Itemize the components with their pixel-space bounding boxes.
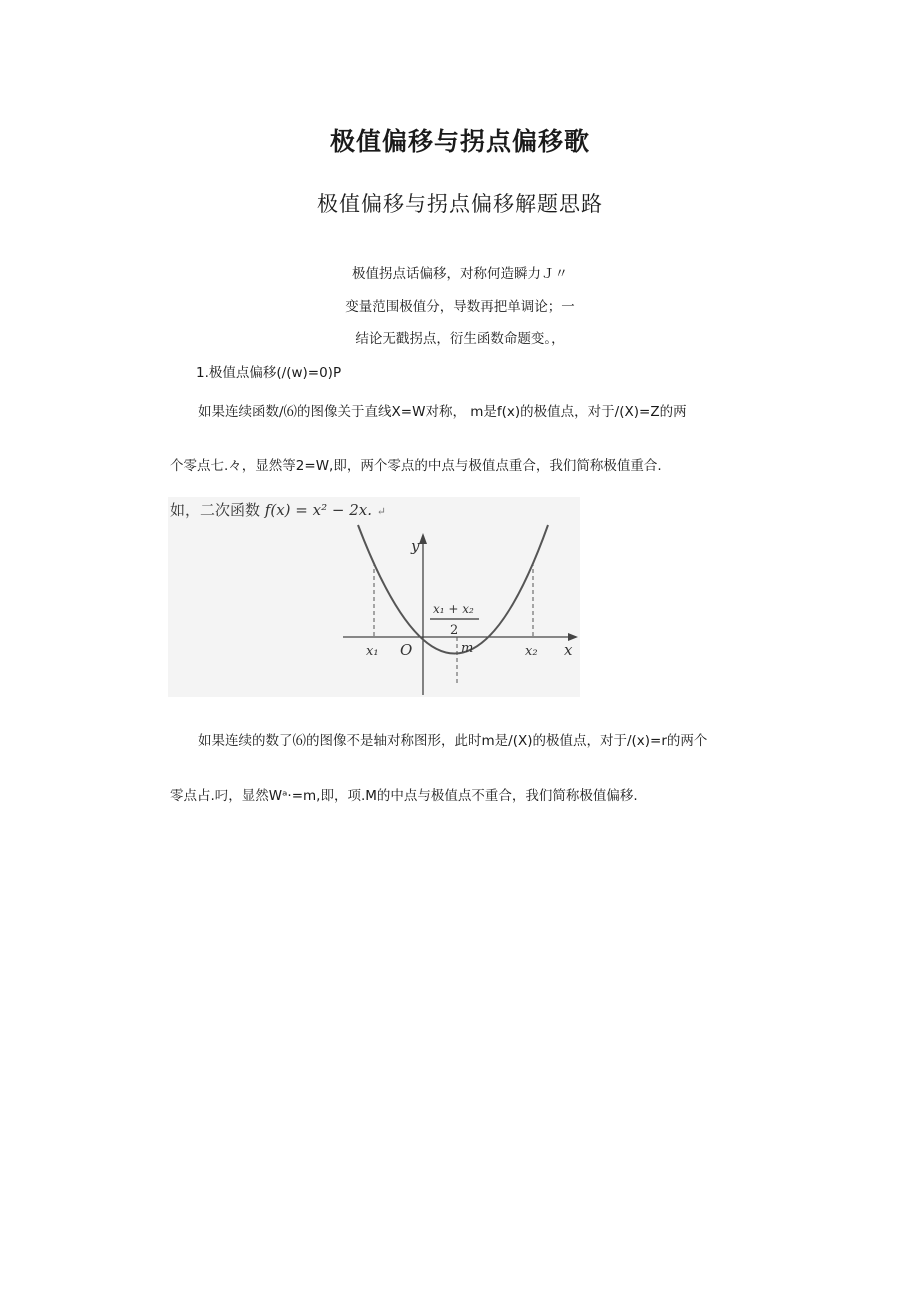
- figure-caption: [170, 499, 386, 520]
- midpoint-numerator: x₁ + x₂: [433, 602, 474, 616]
- figure-caption-prefix: 如，二次函数: [170, 501, 261, 519]
- paragraph-1-line-2: 个零点七.々，显然等2=W,即，两个零点的中点与极值点重合，我们简称极值重合.: [170, 458, 662, 474]
- parabola-graph: [168, 497, 580, 697]
- y-axis-label: y: [411, 537, 420, 555]
- midpoint-denominator: 2: [450, 623, 459, 638]
- document-subtitle: 极值偏移与拐点偏移解题思路: [317, 192, 603, 216]
- paragraph-1-line-1: 如果连续函数∕⑹的图像关于直线X=W对称， m是f(x)的极值点，对于/(X)=Z的两: [198, 404, 687, 420]
- x-axis-arrow-icon: [568, 633, 578, 641]
- figure-caption-formula: f(x) = x² − 2x.: [264, 501, 372, 519]
- m-label: m: [461, 641, 474, 656]
- document-title: 极值偏移与拐点偏移歌: [329, 127, 590, 156]
- poem-line-1: 极值拐点话偏移，对称何造瞬力Ｊ〃: [352, 266, 568, 282]
- origin-label: O: [400, 641, 413, 659]
- x1-label: x₁: [366, 644, 379, 659]
- poem-line-3: 结论无戳拐点，衍生函数命题变。，: [355, 331, 565, 347]
- y-axis-arrow-icon: [419, 533, 427, 544]
- x-axis-label: x: [564, 641, 573, 659]
- return-mark-icon: ↵: [376, 505, 386, 518]
- parabola-figure: [168, 497, 580, 697]
- paragraph-2-line-1: 如果连续的数了⑹的图像不是轴对称图形，此时m是/(X)的极值点，对于/(x)=r的两个: [198, 733, 708, 749]
- paragraph-2-line-2: 零点占.叼，显然Wᵃ·=m,即，项.M的中点与极值点不重合，我们简称极值偏移.: [170, 788, 638, 804]
- section-heading: 1.极值点偏移(∕(w)=0)P: [196, 365, 342, 381]
- x2-label: x₂: [525, 644, 538, 659]
- poem-line-2: 变量范围极值分，导数再把单调论；一: [345, 299, 575, 315]
